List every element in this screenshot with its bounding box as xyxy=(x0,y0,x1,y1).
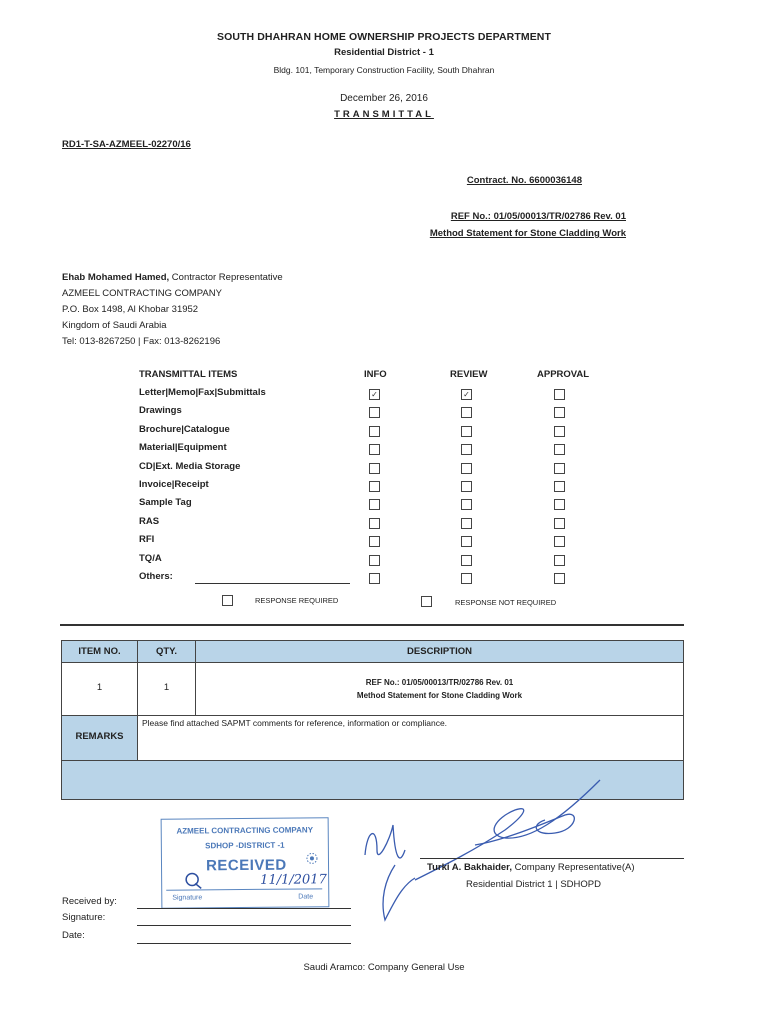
recipient-company: AZMEEL CONTRACTING COMPANY xyxy=(62,288,222,299)
review-checkbox[interactable] xyxy=(461,518,472,529)
others-fill-line xyxy=(195,583,350,584)
review-checkbox[interactable]: ✓ xyxy=(461,389,472,400)
transmittal-item-label: Others: xyxy=(139,571,173,582)
transmittal-item-label: Drawings xyxy=(139,405,182,416)
signatory-line xyxy=(420,858,684,859)
info-checkbox[interactable] xyxy=(369,573,380,584)
approval-checkbox[interactable] xyxy=(554,389,565,400)
document-reference: RD1-T-SA-AZMEEL-02270/16 xyxy=(62,139,191,150)
review-checkbox[interactable] xyxy=(461,573,472,584)
transmittal-item-label: Invoice|Receipt xyxy=(139,479,209,490)
transmittal-item-label: Letter|Memo|Fax|Submittals xyxy=(139,387,266,398)
transmittal-item-label: RFI xyxy=(139,534,155,545)
recipient-role: Contractor Representative xyxy=(169,272,283,283)
review-checkbox[interactable] xyxy=(461,481,472,492)
transmittal-item-label: Material|Equipment xyxy=(139,442,227,453)
response-not-required-label: RESPONSE NOT REQUIRED xyxy=(455,598,557,607)
approval-checkbox[interactable] xyxy=(554,555,565,566)
recipient-block xyxy=(62,270,283,350)
recipient-name: Ehab Mohamed Hamed, xyxy=(62,272,170,283)
stamp-emblem-icon xyxy=(304,850,320,866)
info-checkbox[interactable] xyxy=(369,463,380,474)
approval-checkbox[interactable] xyxy=(554,573,565,584)
description-header-cell xyxy=(196,641,683,663)
recipient-po-box: P.O. Box 1498, Al Khobar 31952 xyxy=(62,304,199,315)
response-required-checkbox[interactable] xyxy=(222,595,233,606)
signature-label: Signature: xyxy=(62,912,106,923)
info-checkbox[interactable]: ✓ xyxy=(369,389,380,400)
transmittal-item-label: RAS xyxy=(139,516,160,527)
stamp-initial-mark xyxy=(182,871,204,889)
received-by-label: Received by: xyxy=(62,896,117,907)
stamp-signature-label: Signature xyxy=(172,894,203,902)
transmittal-item-label: CD|Ext. Media Storage xyxy=(139,461,241,472)
approval-checkbox[interactable] xyxy=(554,426,565,437)
transmittal-item-label: TQ/A xyxy=(139,553,162,564)
review-checkbox[interactable] xyxy=(461,426,472,437)
recipient-name-line xyxy=(62,270,283,286)
signatory-unit: Residential District 1 | SDHOPD xyxy=(466,879,601,890)
signatory-role: Company Representative(A) xyxy=(512,862,635,873)
stamp-status: RECEIVED xyxy=(205,856,287,875)
info-checkbox[interactable] xyxy=(369,518,380,529)
subject-line: Method Statement for Stone Cladding Work xyxy=(429,228,626,239)
document-type: TRANSMITTAL xyxy=(334,109,434,120)
handwritten-signature xyxy=(355,770,615,930)
item-no-header-cell xyxy=(62,641,138,663)
description-header: DESCRIPTION xyxy=(407,646,472,657)
info-checkbox[interactable] xyxy=(369,555,380,566)
qty-cell: 1 xyxy=(138,663,196,716)
remarks-text-cell: Please find attached SAPMT comments for reference, information or compliance. xyxy=(138,716,683,761)
footer-classification: Saudi Aramco: Company General Use xyxy=(303,962,465,973)
date-label: Date: xyxy=(62,930,85,941)
response-required-label: RESPONSE REQUIRED xyxy=(255,596,339,605)
district-title: Residential District - 1 xyxy=(334,47,434,58)
document-date: December 26, 2016 xyxy=(340,93,428,104)
review-checkbox[interactable] xyxy=(461,444,472,455)
item-no-cell: 1 xyxy=(62,663,138,716)
signatory-name-line xyxy=(427,862,635,873)
item-no-header: ITEM NO. xyxy=(78,646,121,657)
review-checkbox[interactable] xyxy=(461,407,472,418)
response-not-required-checkbox[interactable] xyxy=(421,596,432,607)
info-checkbox[interactable] xyxy=(369,499,380,510)
review-checkbox[interactable] xyxy=(461,536,472,547)
review-checkbox[interactable] xyxy=(461,555,472,566)
ref-number: REF No.: 01/05/00013/TR/02786 Rev. 01 xyxy=(450,211,626,222)
approval-checkbox[interactable] xyxy=(554,407,565,418)
approval-checkbox[interactable] xyxy=(554,536,565,547)
qty-header: QTY. xyxy=(155,646,178,657)
stamp-company: AZMEEL CONTRACTING COMPANY xyxy=(176,825,314,836)
review-checkbox[interactable] xyxy=(461,499,472,510)
date-line xyxy=(137,943,351,944)
review-checkbox[interactable] xyxy=(461,463,472,474)
approval-checkbox[interactable] xyxy=(554,481,565,492)
description-subject: Method Statement for Stone Cladding Work xyxy=(356,691,523,700)
signatory-name: Turki A. Bakhaider, xyxy=(427,862,512,873)
approval-checkbox[interactable] xyxy=(554,518,565,529)
info-checkbox[interactable] xyxy=(369,444,380,455)
stamp-rule xyxy=(166,888,322,890)
description-ref: REF No.: 01/05/00013/TR/02786 Rev. 01 xyxy=(365,678,514,687)
received-stamp xyxy=(161,817,330,908)
info-checkbox[interactable] xyxy=(369,481,380,492)
approval-checkbox[interactable] xyxy=(554,499,565,510)
recipient-phone: Tel: 013-8267250 | Fax: 013-8262196 xyxy=(62,336,221,347)
department-address: Bldg. 101, Temporary Construction Facility, South Dhahran xyxy=(273,65,495,75)
section-divider xyxy=(60,624,684,626)
signature-line xyxy=(137,925,351,926)
review-column-header: REVIEW xyxy=(450,369,488,380)
info-checkbox[interactable] xyxy=(369,426,380,437)
qty-header-cell xyxy=(138,641,196,663)
stamp-date: 11/1/2017 xyxy=(260,872,327,888)
approval-checkbox[interactable] xyxy=(554,463,565,474)
info-checkbox[interactable] xyxy=(369,407,380,418)
contract-number: Contract. No. 6600036148 xyxy=(466,175,582,186)
transmittal-item-label: Brochure|Catalogue xyxy=(139,424,230,435)
approval-checkbox[interactable] xyxy=(554,444,565,455)
info-checkbox[interactable] xyxy=(369,536,380,547)
department-title: SOUTH DHAHRAN HOME OWNERSHIP PROJECTS DEPARTMENT xyxy=(216,31,551,43)
recipient-country: Kingdom of Saudi Arabia xyxy=(62,320,167,331)
description-cell xyxy=(196,663,683,716)
stamp-office: SDHOP -DISTRICT -1 xyxy=(205,840,285,851)
approval-column-header: APPROVAL xyxy=(537,369,590,380)
remarks-label-cell: REMARKS xyxy=(62,716,138,761)
received-by-line xyxy=(137,908,351,909)
transmittal-items-header: TRANSMITTAL ITEMS xyxy=(139,369,238,380)
transmittal-item-label: Sample Tag xyxy=(139,497,192,508)
stamp-date-label: Date xyxy=(298,893,314,901)
info-column-header: INFO xyxy=(364,369,387,380)
